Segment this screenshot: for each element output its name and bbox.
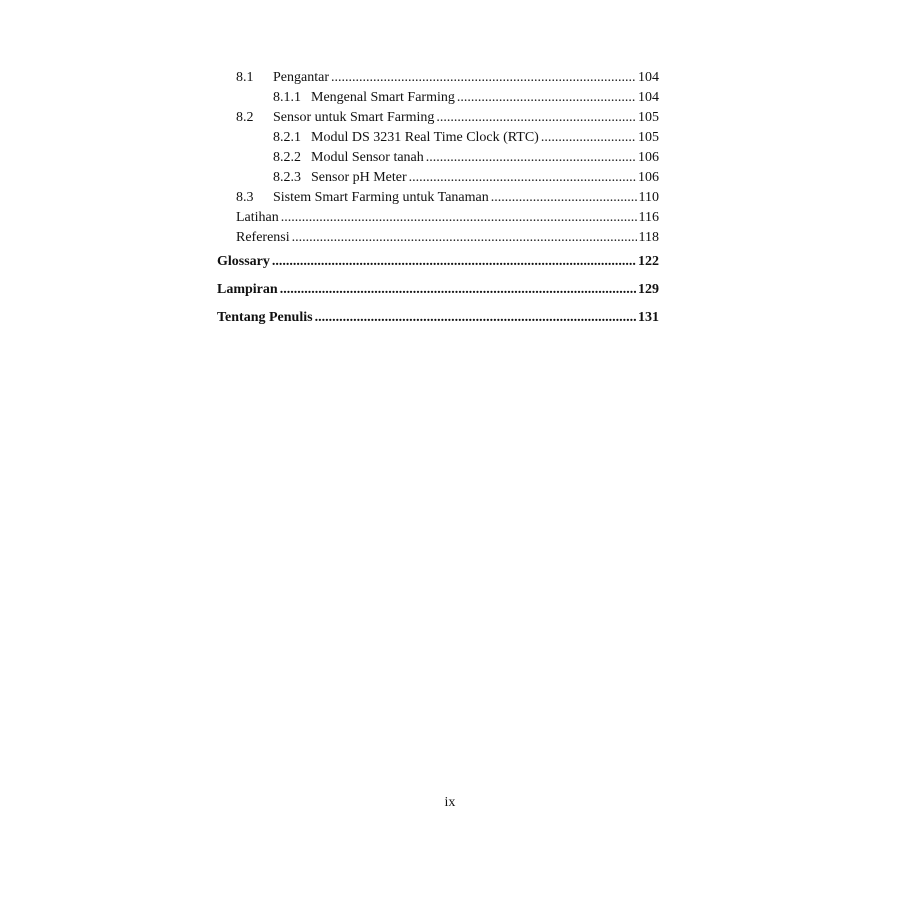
toc-entry-page: 110 (638, 190, 659, 205)
toc-entry-title: Sensor pH Meter (311, 170, 407, 185)
toc-entry-number: 8.2 (236, 110, 254, 125)
toc-entry-referensi (217, 228, 659, 248)
dot-leader (457, 88, 636, 108)
dot-leader (292, 228, 637, 248)
toc-entry-tentang-penulis (217, 304, 659, 332)
toc-entry-8-1-1 (217, 88, 659, 108)
toc-entry-title: Modul DS 3231 Real Time Clock (RTC) (311, 130, 539, 145)
toc-entry-page: 104 (638, 90, 659, 105)
toc-entry-title: Referensi (236, 230, 290, 245)
toc-entry-8-2-1 (217, 128, 659, 148)
dot-leader (409, 168, 636, 188)
toc-entry-page: 116 (638, 210, 659, 225)
toc-entry-title: Sensor untuk Smart Farming (273, 110, 435, 125)
toc-entry-page: 106 (638, 170, 659, 185)
dot-leader (280, 276, 636, 304)
toc-entry-title: Latihan (236, 210, 279, 225)
dot-leader (281, 208, 637, 228)
toc-entry-title: Tentang Penulis (217, 310, 313, 325)
toc-entry-number: 8.1 (236, 70, 254, 85)
toc-entry-8-2-3 (217, 168, 659, 188)
toc-entry-number: 8.2.2 (273, 150, 301, 165)
toc-entry-title: Sistem Smart Farming untuk Tanaman (273, 190, 489, 205)
toc-entry-number: 8.2.3 (273, 170, 301, 185)
toc-entry-page: 105 (638, 130, 659, 145)
dot-leader (436, 108, 636, 128)
toc-entry-page: 104 (638, 70, 659, 85)
toc-entry-page: 122 (638, 254, 659, 269)
dot-leader (272, 248, 636, 276)
toc-entry-title: Lampiran (217, 282, 278, 297)
toc-entry-page: 131 (638, 310, 659, 325)
table-of-contents (217, 68, 659, 332)
toc-entry-8-1 (217, 68, 659, 88)
toc-entry-number: 8.3 (236, 190, 254, 205)
toc-entry-title: Glossary (217, 254, 270, 269)
toc-entry-8-3 (217, 188, 659, 208)
toc-entry-8-2-2 (217, 148, 659, 168)
dot-leader (315, 304, 636, 332)
toc-entry-page: 106 (638, 150, 659, 165)
toc-entry-title: Modul Sensor tanah (311, 150, 424, 165)
toc-entry-page: 129 (638, 282, 659, 297)
toc-entry-page: 105 (638, 110, 659, 125)
dot-leader (331, 68, 636, 88)
toc-entry-glossary (217, 248, 659, 276)
toc-entry-lampiran (217, 276, 659, 304)
toc-entry-number: 8.1.1 (273, 90, 301, 105)
page-number: ix (444, 795, 456, 810)
toc-entry-title: Mengenal Smart Farming (311, 90, 455, 105)
dot-leader (426, 148, 636, 168)
dot-leader (541, 128, 636, 148)
dot-leader (491, 188, 637, 208)
toc-entry-page: 118 (638, 230, 659, 245)
toc-entry-8-2 (217, 108, 659, 128)
toc-entry-number: 8.2.1 (273, 130, 301, 145)
toc-entry-latihan (217, 208, 659, 228)
toc-entry-title: Pengantar (273, 70, 329, 85)
